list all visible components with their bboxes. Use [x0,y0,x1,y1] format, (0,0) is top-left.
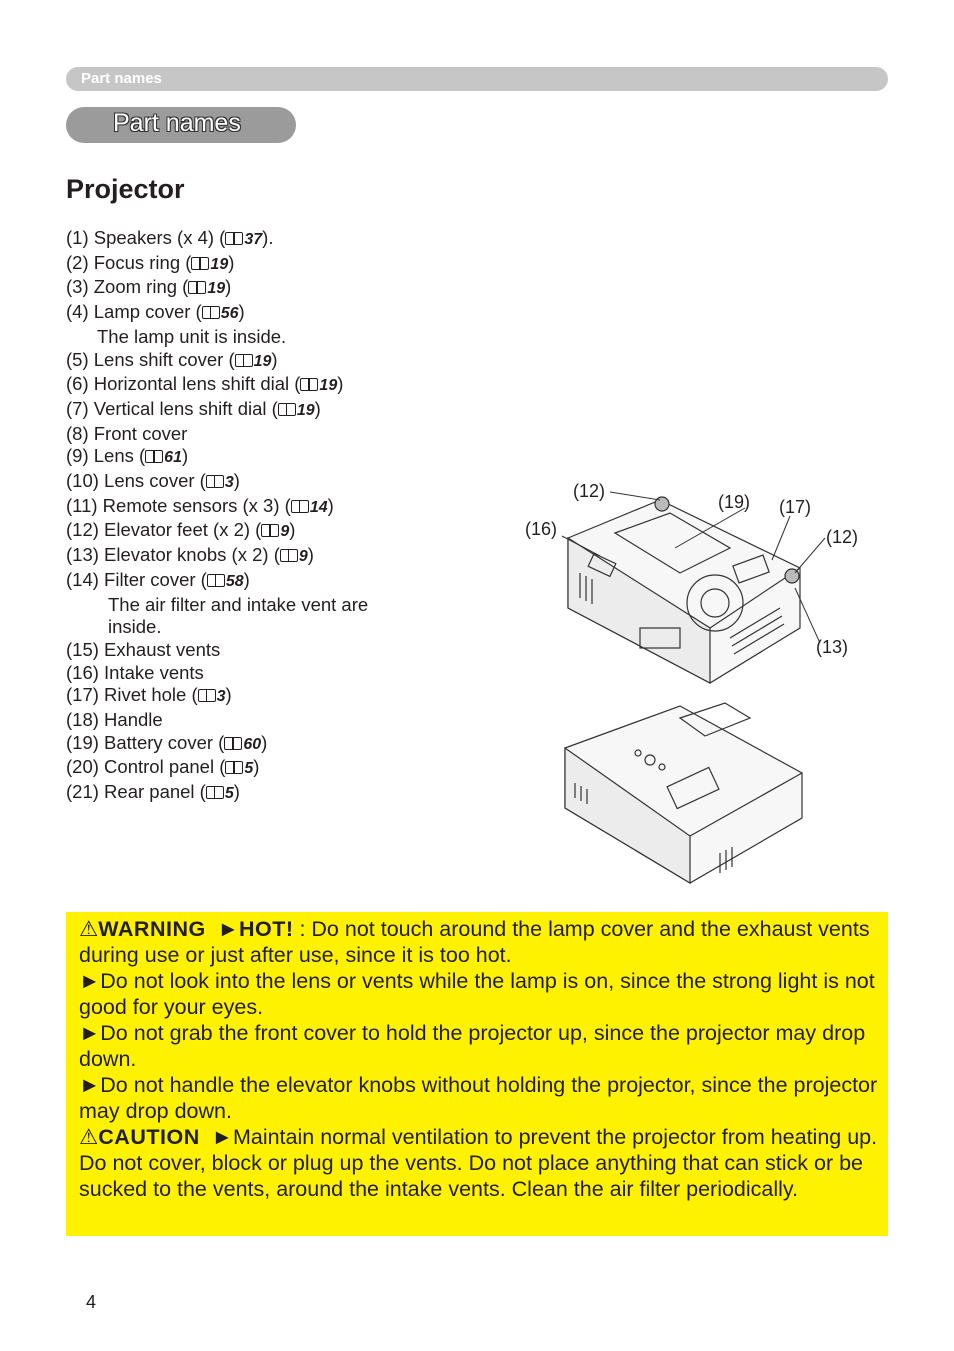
part-note: inside. [108,616,162,638]
hot-label: HOT! [238,917,294,941]
callout-12-top: (12) [573,481,606,501]
page-heading: Projector [66,174,185,204]
part-suffix: ) [225,276,232,298]
part-label: (21) Rear panel ( [66,781,206,803]
part-suffix: ) [289,519,296,541]
page-reference: 19 [319,377,338,395]
projector-illustration [520,478,870,898]
part-suffix: ). [262,227,274,248]
page-number: 4 [86,1292,97,1312]
part-item [66,276,466,301]
warning-line-4 [79,1072,879,1124]
part-label: (2) Focus ring ( [66,251,192,273]
warning-line-1 [79,916,879,968]
part-suffix: ) [228,251,235,273]
page-reference: 19 [296,401,315,419]
part-suffix: ) [327,494,334,516]
part-item [66,349,466,374]
book-icon [224,737,242,750]
part-note: The air filter and intake vent are [108,593,369,615]
part-item [66,781,466,806]
arrow-icon: ► [79,969,101,993]
book-icon [207,574,225,587]
callout-13: (13) [816,637,849,657]
callout-19: (19) [718,492,751,512]
part-label: (15) Exhaust vents [66,638,221,660]
page-reference: 5 [224,785,234,803]
part-item [66,732,466,757]
part-label: (14) Filter cover ( [66,568,207,590]
part-item [66,519,466,544]
part-item [66,445,466,470]
part-suffix: ) [233,781,240,803]
part-label: (8) Front cover [66,422,188,444]
book-icon [198,689,216,702]
part-suffix: ) [271,348,278,370]
part-label: (11) Remote sensors (x 3) ( [66,494,291,516]
book-icon [206,475,224,488]
warning-icon: ⚠ [79,917,99,941]
book-icon [235,354,253,367]
callout-17: (17) [779,497,812,517]
part-note: The lamp unit is inside. [97,325,287,347]
part-label: (7) Vertical lens shift dial ( [66,397,278,419]
book-icon [300,378,318,391]
book-icon [191,257,209,270]
part-label: (4) Lamp cover ( [66,301,202,323]
part-item [66,709,466,732]
warning-text-3: Do not grab the front cover to hold the projector up, since the projector may drop down. [79,1021,866,1071]
part-item [66,684,466,709]
part-item [66,373,466,398]
part-suffix: ) [261,731,268,753]
warning-line-2 [79,968,879,1020]
warning-label: WARNING [98,917,206,941]
book-icon [188,281,206,294]
part-item [66,470,466,495]
page-reference: 19 [207,280,226,298]
book-icon [145,450,163,463]
page-reference: 9 [298,548,308,566]
warning-line-3 [79,1020,879,1072]
part-label: (18) Handle [66,709,163,731]
part-label: (12) Elevator feet (x 2) ( [66,519,262,541]
page-reference: 14 [309,498,328,516]
projector-bottom-view [568,497,800,683]
part-item [66,639,466,662]
part-suffix: ) [314,397,321,419]
part-item [66,569,466,594]
part-suffix: ) [181,445,189,467]
caution-label: CAUTION [98,1125,200,1149]
header-bar [66,67,888,91]
part-suffix: ) [253,756,260,778]
hot-text: : Do not touch around the lamp cover and the exhaust vents during use or just after use, since it is too hot. [79,917,870,967]
warning-text-4: Do not handle the elevator knobs without holding the projector, since the projector may drop down. [79,1073,878,1123]
part-item [66,423,466,446]
page-reference: 37 [244,231,263,248]
book-icon [206,786,224,799]
arrow-icon: ► [79,1073,101,1097]
page-reference: 61 [164,449,182,467]
part-suffix: ) [238,301,245,323]
section-title-pill [66,107,296,143]
page-reference: 19 [253,352,272,370]
part-item [66,301,466,326]
book-icon [202,306,220,319]
part-suffix: ) [225,684,232,706]
warning-box [66,912,888,1236]
arrow-icon: ► [79,1021,101,1045]
section-title: Part names [113,109,241,137]
part-label: (17) Rivet hole ( [66,684,198,706]
part-label: (16) Intake vents [66,661,204,683]
part-item [66,398,466,423]
header-label: Part names [81,70,162,87]
part-suffix: ) [307,544,314,566]
book-icon [225,761,243,774]
caution-line [79,1124,879,1202]
arrow-icon: ► [211,1125,233,1149]
part-suffix: ) [243,568,250,590]
warning-text-block [79,916,879,1202]
part-label: (1) Speakers (x 4) ( [66,227,226,248]
part-label: (13) Elevator knobs (x 2) ( [66,544,280,566]
page-reference: 3 [224,474,234,492]
part-item [66,756,466,781]
part-item [66,495,466,520]
page-reference: 58 [225,572,244,590]
callout-16: (16) [525,519,558,539]
page-reference: 5 [244,760,254,778]
part-label: (20) Control panel ( [66,756,226,778]
warning-text-2: Do not look into the lens or vents while the lamp is on, since the strong light is not good for your eyes. [79,969,875,1019]
part-item [66,544,466,569]
parts-list [66,227,466,806]
part-label: (10) Lens cover ( [66,470,206,492]
page-reference: 9 [280,523,290,541]
part-label: (3) Zoom ring ( [66,276,189,298]
part-label: (5) Lens shift cover ( [66,348,235,370]
book-icon [291,500,309,513]
page-reference: 19 [210,255,229,273]
part-suffix: ) [337,373,344,395]
part-item [66,227,466,252]
part-item [66,662,466,685]
book-icon [278,403,296,416]
caution-text: Maintain normal ventilation to prevent the projector from heating up. Do not cover, block or plug up the vents. Do not place anything that can stick or be sucked to the vents, around the intake vents. Clean the air filter periodically. [79,1125,878,1201]
page-reference: 60 [243,735,262,753]
part-suffix: ) [233,470,240,492]
caution-icon: ⚠ [79,1125,99,1149]
book-icon [261,524,279,537]
page-reference: 56 [220,305,239,323]
callout-12-right: (12) [826,527,859,547]
projector-top-view [565,703,802,883]
part-label: (6) Horizontal lens shift dial ( [66,373,301,395]
arrow-icon: ► [217,917,239,941]
page-reference: 3 [216,688,226,706]
book-icon [280,549,298,562]
part-label: (19) Battery cover ( [66,731,225,753]
part-item [66,252,466,277]
book-icon [225,232,243,245]
part-label: (9) Lens ( [66,445,146,467]
